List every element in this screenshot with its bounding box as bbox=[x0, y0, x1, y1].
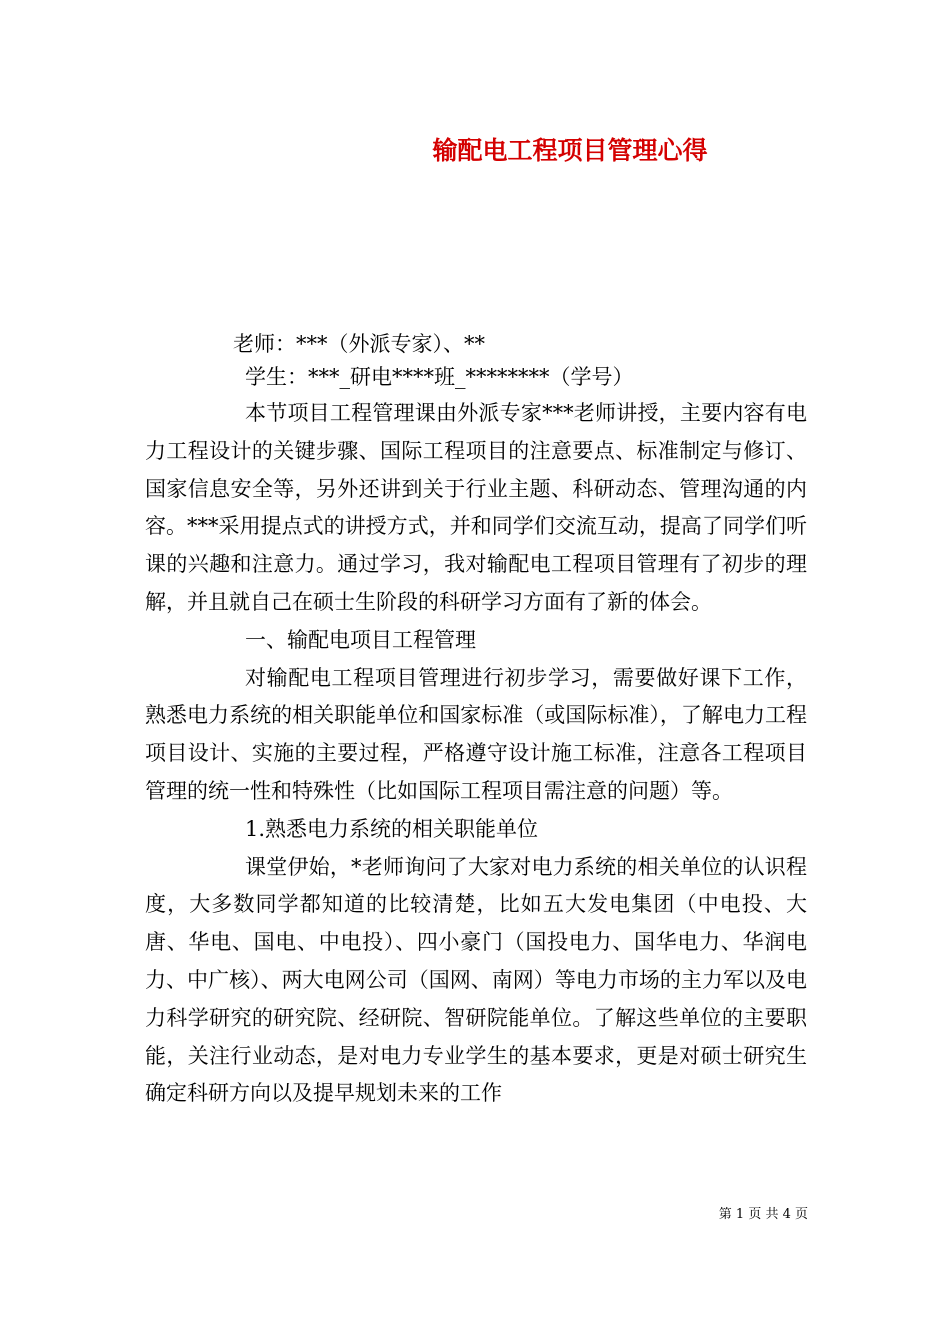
intro-paragraph: 本节项目工程管理课由外派专家***老师讲授，主要内容有电力工程设计的关键步骤、国际工程项目的注意要点、标准制定与修订、国家信息安全等，另外还讲到关于行业主题、科研动态、管理沟通的内容。***采用提点式的讲授方式，并和同学们交流互动，提高了同学们听课的兴趣和注意力。通过学习，我对输配电工程项目管理有了初步的理解，并且就自己在硕士生阶段的科研学习方面有了新的体会。 bbox=[145, 401, 807, 614]
page-number: 第 1 页 共 4 页 bbox=[718, 1207, 808, 1222]
document-title: 输配电工程项目管理心得 bbox=[432, 136, 708, 165]
section-heading: 一、输配电项目工程管理 bbox=[245, 627, 476, 652]
teacher-line: 老师：***（外派专家）、** bbox=[233, 332, 485, 356]
section-paragraph: 对输配电工程项目管理进行初步学习，需要做好课下工作，熟悉电力系统的相关职能单位和国家标准（或国际标准），了解电力工程项目设计、实施的主要过程，严格遵守设计施工标准，注意各工程项目管理的统一性和特殊性（比如国际工程项目需注意的问题）等。 bbox=[145, 665, 807, 803]
document-body bbox=[145, 395, 807, 1113]
subsection-heading: 1.熟悉电力系统的相关职能单位 bbox=[245, 816, 539, 841]
subsection-paragraph: 课堂伊始，*老师询问了大家对电力系统的相关单位的认识程度，大多数同学都知道的比较清楚，比如五大发电集团（中电投、大唐、华电、国电、中电投）、四小豪门（国投电力、国华电力、华润电力、中广核）、两大电网公司（国网、南网）等电力市场的主力军以及电力科学研究的研究院、经研院、智研院能单位。了解这些单位的主要职能，关注行业动态，是对电力专业学生的基本要求，更是对硕士研究生确定科研方向以及提早规划未来的工作 bbox=[145, 854, 807, 1106]
student-line: 学生：***_研电****班_********（学号） bbox=[245, 365, 634, 389]
